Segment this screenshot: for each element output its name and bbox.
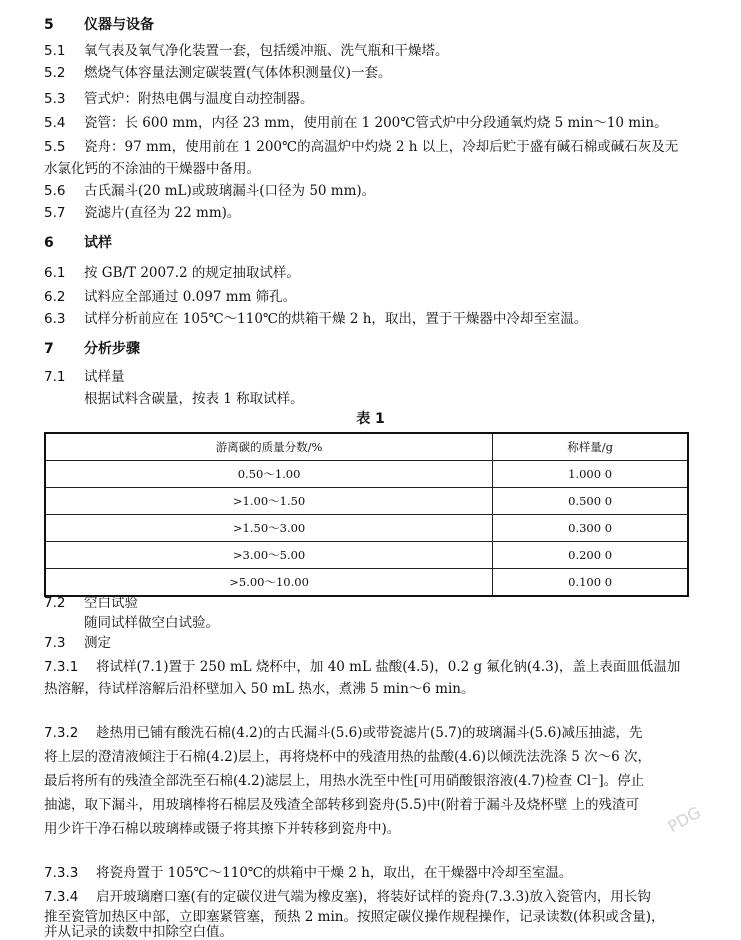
item-5-4: 5.4 瓷管：长 600 mm，内径 23 mm，使用前在 1 200℃管式炉中分段通氧灼烧 5 min～10 min。: [44, 115, 668, 131]
item-7-3-4-cont-2: 并从记录的读数中扣除空白值。: [44, 924, 233, 940]
item-5-3: 5.3 管式炉：附热电偶与温度自动控制器。: [44, 91, 314, 107]
item-6-2: 6.2 试料应全部通过 0.097 mm 筛孔。: [44, 289, 297, 305]
item-7-3-2: 7.3.2 趁热用已铺有酸洗石棉(4.2)的古氏漏斗(5.6)或带瓷滤片(5.7)的玻璃漏斗(5.6)减压抽滤，先: [44, 725, 643, 741]
table-cell: 0.100 0: [493, 569, 688, 597]
table-cell: >3.00～5.00: [45, 542, 493, 569]
item-7-3-1-cont: 热溶解，待试样溶解后沿杯壁加入 50 mL 热水，煮沸 5 min～6 min。: [44, 681, 475, 697]
watermark-stamp: PDG: [664, 802, 704, 837]
item-7-3-2-cont-3: 抽滤，取下漏斗，用玻璃棒将石棉层及残渣全部转移到瓷舟(5.5)中(附着于漏斗及烧杯壁 上的残渣可: [44, 797, 640, 813]
item-7-3-2-cont-4: 用少许干净石棉以玻璃棒或镊子将其擦下并转移到瓷舟中)。: [44, 821, 401, 837]
item-7-3-2-cont-1: 将上层的澄清液倾注于石棉(4.2)层上，再将烧杯中的残渣用热的盐酸(4.6)以倾洗法洗涤 5 次～6 次，: [44, 749, 652, 765]
table-cell: 0.50～1.00: [45, 461, 493, 488]
item-7-1-body: 根据试料含碳量，按表 1 称取试样。: [84, 391, 304, 407]
item-5-7: 5.7 瓷滤片(直径为 22 mm)。: [44, 205, 241, 221]
item-7-3-3: 7.3.3 将瓷舟置于 105℃～110℃的烘箱中干燥 2 h，取出，在干燥器中冷却至室温。: [44, 865, 573, 881]
table-cell: >1.00～1.50: [45, 488, 493, 515]
table-cell: >5.00～10.00: [45, 569, 493, 597]
table-cell: >1.50～3.00: [45, 515, 493, 542]
item-6-3: 6.3 试样分析前应在 105℃～110℃的烘箱干燥 2 h，取出，置于干燥器中冷却至室温。: [44, 311, 588, 327]
table-row: [45, 461, 688, 488]
item-5-1: 5.1 氧气表及氧气净化装置一套，包括缓冲瓶、洗气瓶和干燥塔。: [44, 43, 449, 59]
item-7-3-4: 7.3.4 启开玻璃磨口塞(有的定碳仪进气端为橡皮塞)，将装好试样的瓷舟(7.3.3)放入瓷管内，用长钩: [44, 889, 651, 905]
table-cell: 0.300 0: [493, 515, 688, 542]
table-cell: 0.500 0: [493, 488, 688, 515]
table-row: [45, 542, 688, 569]
item-7-1: 7.1 试样量: [44, 369, 125, 385]
item-7-3-2-cont-2: 最后将所有的残渣全部洗至石棉(4.2)滤层上，用热水洗至中性[可用硝酸银溶液(4.7)检查 Cl⁻]。停止: [44, 773, 645, 789]
section-heading-6: 6 试样: [44, 235, 112, 251]
item-5-5-cont: 水氯化钙的不涂油的干燥器中备用。: [44, 161, 260, 177]
table-caption: 表 1: [356, 411, 385, 427]
item-7-3-4-cont-1: 推至瓷管加热区中部，立即塞紧管塞，预热 2 min。按照定碳仪操作规程操作，记录读数(体积或含量)，: [44, 909, 665, 925]
table-cell: 0.200 0: [493, 542, 688, 569]
item-5-6: 5.6 古氏漏斗(20 mL)或玻璃漏斗(口径为 50 mm)。: [44, 183, 376, 199]
table-header-fraction: 游离碳的质量分数/%: [45, 433, 493, 461]
item-5-5: 5.5 瓷舟：97 mm，使用前在 1 200℃的高温炉中灼烧 2 h 以上，冷却后贮于盛有碱石棉或碱石灰及无: [44, 139, 679, 155]
table-row: [45, 515, 688, 542]
table-cell: 1.000 0: [493, 461, 688, 488]
table-header-row: [45, 433, 688, 461]
item-7-2-body: 随同试样做空白试验。: [84, 615, 219, 631]
item-5-2: 5.2 燃烧气体容量法测定碳装置(气体体积测量仪)一套。: [44, 65, 392, 81]
table-row: [45, 488, 688, 515]
table-header-mass: 称样量/g: [493, 433, 688, 461]
section-heading-5: 5 仪器与设备: [44, 17, 154, 33]
item-7-2: 7.2 空白试验: [44, 595, 138, 611]
item-6-1: 6.1 按 GB/T 2007.2 的规定抽取试样。: [44, 265, 300, 281]
item-7-3: 7.3 测定: [44, 635, 111, 651]
section-heading-7: 7 分析步骤: [44, 341, 140, 357]
table-1: [44, 432, 689, 597]
item-7-3-1: 7.3.1 将试样(7.1)置于 250 mL 烧杯中，加 40 mL 盐酸(4.5)，0.2 g 氟化钠(4.3)，盖上表面皿低温加: [44, 659, 681, 675]
